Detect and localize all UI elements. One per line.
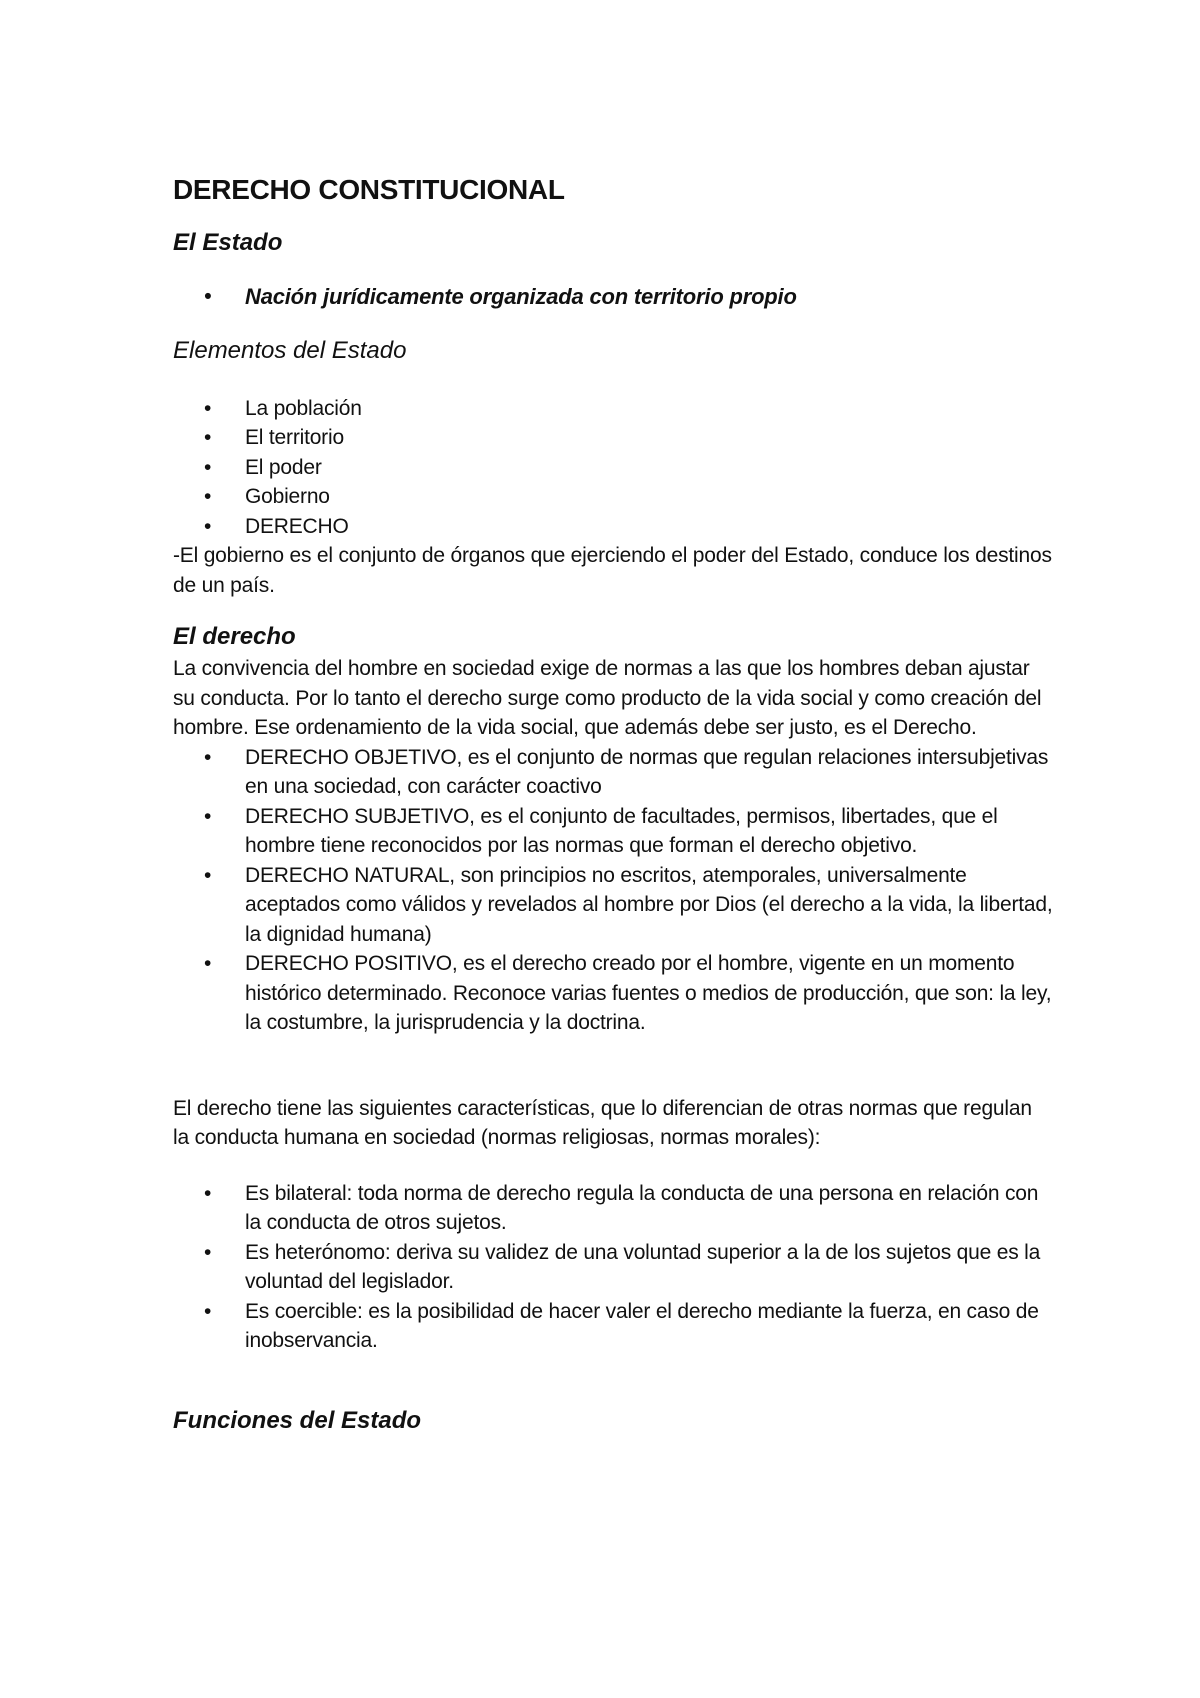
document-title: DERECHO CONSTITUCIONAL <box>173 174 565 205</box>
bullet-icon: • <box>204 1181 212 1205</box>
bullet-icon: • <box>204 863 212 887</box>
list-item-text: DERECHO POSITIVO, es el derecho creado por el hombre, vigente en un momento histórico determinado. Reconoce varias fuentes o medios de producción, que son: la ley, la costumbre, la jurisprudencia y la doctrina. <box>245 952 1052 1034</box>
heading-el-estado: El Estado <box>173 229 283 256</box>
list-item-text: DERECHO SUBJETIVO, es el conjunto de facultades, permisos, libertades, que el hombre tiene reconocidos por las normas que forman el derecho objetivo. <box>245 804 998 857</box>
list-item-text: La población <box>245 396 362 420</box>
list-item <box>173 394 1053 424</box>
derecho-intro-paragraph: La convivencia del hombre en sociedad exige de normas a las que los hombres deban ajustar su conducta. Por lo tanto el derecho surge como producto de la vida social y como creación del hombre. Ese ordenamiento de la vida social, que además debe ser justo, es el Derecho. <box>173 657 1042 739</box>
list-item <box>173 949 1053 1038</box>
bullet-icon: • <box>204 485 212 508</box>
list-item <box>173 1297 1053 1356</box>
list-item <box>173 1179 1053 1238</box>
bullet-icon: • <box>204 396 212 420</box>
list-item <box>173 482 1053 512</box>
list-item <box>173 861 1053 950</box>
list-item <box>173 743 1053 802</box>
bullet-icon: • <box>204 952 212 975</box>
heading-elementos-del-estado: Elementos del Estado <box>173 336 407 364</box>
heading-funciones-del-estado: Funciones del Estado <box>173 1406 422 1434</box>
gobierno-paragraph: -El gobierno es el conjunto de órganos que ejerciendo el poder del Estado, conduce los destinos de un país. <box>173 544 1052 597</box>
bullet-icon: • <box>204 285 212 308</box>
bullet-icon: • <box>204 804 212 828</box>
elementos-list <box>173 394 1053 542</box>
list-item-text: Es coercible: es la posibilidad de hacer valer el derecho mediante la fuerza, en caso de inobservancia. <box>245 1299 1039 1352</box>
list-item <box>173 453 1053 483</box>
bullet-icon: • <box>204 1240 212 1264</box>
bullet-icon: • <box>204 455 212 479</box>
list-item-text: DERECHO <box>245 514 349 538</box>
list-item-text: El poder <box>245 455 322 479</box>
list-item-text: DERECHO OBJETIVO, es el conjunto de normas que regulan relaciones intersubjetivas en una sociedad, con carácter coactivo <box>245 745 1049 798</box>
heading-el-derecho: El derecho <box>173 623 296 650</box>
list-item-text: DERECHO NATURAL, son principios no escritos, atemporales, universalmente aceptados como válidos y revelados al hombre por Dios (el derecho a la vida, la libertad, la dignidad humana) <box>245 863 1053 946</box>
document-page <box>173 170 1053 1438</box>
bullet-icon: • <box>204 745 212 769</box>
derecho-types-list <box>173 743 1053 1038</box>
characteristics-intro-paragraph: El derecho tiene las siguientes características, que lo diferencian de otras normas que regulan la conducta humana en sociedad (normas religiosas, normas morales): <box>173 1096 1032 1149</box>
list-item <box>173 1238 1053 1297</box>
list-item <box>173 512 1053 542</box>
list-item-text: Es bilateral: toda norma de derecho regula la conducta de una persona en relación con la conducta de otros sujetos. <box>245 1181 1039 1234</box>
list-item <box>173 802 1053 861</box>
list-item <box>173 423 1053 453</box>
estado-definition-list <box>173 282 1053 312</box>
bullet-icon: • <box>204 514 212 538</box>
list-item-text: El territorio <box>245 426 344 449</box>
list-item-text: Gobierno <box>245 485 330 508</box>
bullet-icon: • <box>204 1299 212 1323</box>
bullet-icon: • <box>204 426 212 449</box>
list-item-text: Es heterónomo: deriva su validez de una voluntad superior a la de los sujetos que es la voluntad del legislador. <box>245 1240 1041 1293</box>
characteristics-list <box>173 1179 1053 1356</box>
list-item-text: Nación jurídicamente organizada con territorio propio <box>245 284 797 309</box>
list-item <box>173 282 1053 312</box>
